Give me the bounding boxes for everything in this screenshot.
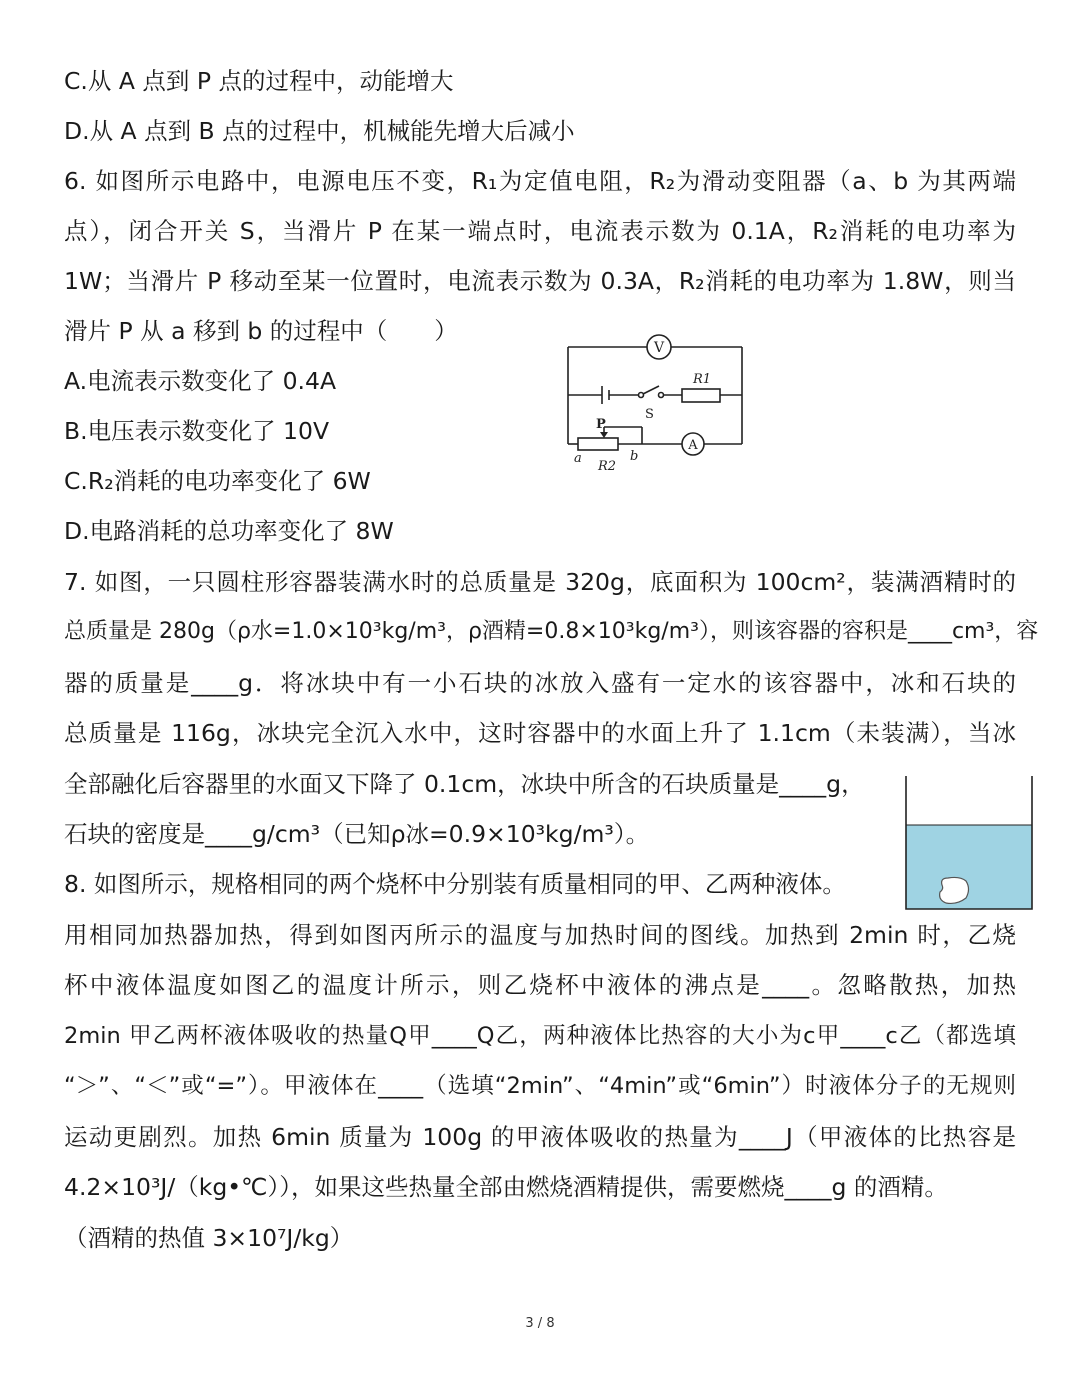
- option-6d: D.电路消耗的总功率变化了 8W: [64, 517, 394, 545]
- q7-line-6: 石块的密度是____g/cm³（已知ρ冰=0.9×10³kg/m³）。: [64, 820, 650, 848]
- q8-line-6: 运动更剧烈。加热 6min 质量为 100g 的甲液体吸收的热量为____J（甲液体的比热容是: [64, 1123, 1016, 1151]
- option-5c: C.从 A 点到 P 点的过程中，动能增大: [64, 67, 454, 95]
- q8-line-7: 4.2×10³J/（kg•℃）），如果这些热量全部由燃烧酒精提供，需要燃烧____g 的酒精。: [64, 1173, 948, 1201]
- slider-label: P: [596, 417, 606, 432]
- end-b-label: b: [630, 449, 639, 464]
- circuit-diagram: [560, 332, 760, 482]
- q7-line-5: 全部融化后容器里的水面又下降了 0.1cm，冰块中所含的石块质量是____g，: [64, 770, 865, 798]
- q6-line-2: 点），闭合开关 S，当滑片 P 在某一端点时，电流表示数为 0.1A，R₂消耗的电功率为: [64, 217, 1016, 245]
- option-5d: D.从 A 点到 B 点的过程中，机械能先增大后减小: [64, 117, 575, 145]
- ammeter-icon: [682, 433, 704, 455]
- q7-line-3: 器的质量是____g．将冰块中有一小石块的冰放入盛有一定水的该容器中，冰和石块的: [64, 669, 1016, 697]
- q8-line-4: 2min 甲乙两杯液体吸收的热量Q甲____Q乙，两种液体比热容的大小为c甲____c乙（都选填: [64, 1023, 1016, 1049]
- q6-line-4: 滑片 P 从 a 移到 b 的过程中（ ）: [64, 317, 458, 345]
- q8-line-2: 用相同加热器加热，得到如图丙所示的温度与加热时间的图线。加热到 2min 时，乙烧: [64, 921, 1016, 949]
- container-diagram: [900, 772, 1034, 912]
- q8-line-5: “＞”、“＜”或“=”）。甲液体在____（选填“2min”、“4min”或“6min”）时液体分子的无规则: [64, 1073, 1016, 1099]
- svg-text:A: A: [688, 438, 698, 453]
- q6-line-1: 6. 如图所示电路中，电源电压不变，R₁为定值电阻，R₂为滑动变阻器（a、b 为其两端: [64, 167, 1016, 195]
- r2-label: R2: [598, 459, 617, 474]
- q8-line-1: 8. 如图所示，规格相同的两个烧杯中分别装有质量相同的甲、乙两种液体。: [64, 870, 846, 898]
- option-6c: C.R₂消耗的电功率变化了 6W: [64, 467, 371, 495]
- q7-line-1: 7. 如图，一只圆柱形容器装满水时的总质量是 320g，底面积为 100cm²，装满酒精时的: [64, 568, 1016, 596]
- q6-line-3: 1W；当滑片 P 移动至某一位置时，电流表示数为 0.3A，R₂消耗的电功率为 1.8W，则当: [64, 267, 1016, 295]
- r1-label: R1: [693, 372, 712, 387]
- voltmeter-icon: [647, 335, 671, 359]
- option-6b: B.电压表示数变化了 10V: [64, 417, 330, 445]
- switch-label: S: [645, 407, 654, 422]
- ice-block-icon: [940, 877, 969, 903]
- water-fill: [906, 825, 1032, 909]
- svg-text:V: V: [653, 340, 665, 356]
- page-number: 3 / 8: [525, 1316, 555, 1331]
- q8-line-3: 杯中液体温度如图乙的温度计所示，则乙烧杯中液体的沸点是____。忽略散热，加热: [64, 971, 1016, 999]
- option-6a: A.电流表示数变化了 0.4A: [64, 367, 337, 395]
- q8-line-8: （酒精的热值 3×10⁷J/kg）: [64, 1224, 354, 1252]
- end-a-label: a: [574, 451, 582, 466]
- q7-line-4: 总质量是 116g，冰块完全沉入水中，这时容器中的水面上升了 1.1cm（未装满），当冰: [64, 719, 1016, 747]
- q7-line-2: 总质量是 280g（ρ水=1.0×10³kg/m³，ρ酒精=0.8×10³kg/m³），则该容器的容积是____cm³，容: [64, 619, 1039, 644]
